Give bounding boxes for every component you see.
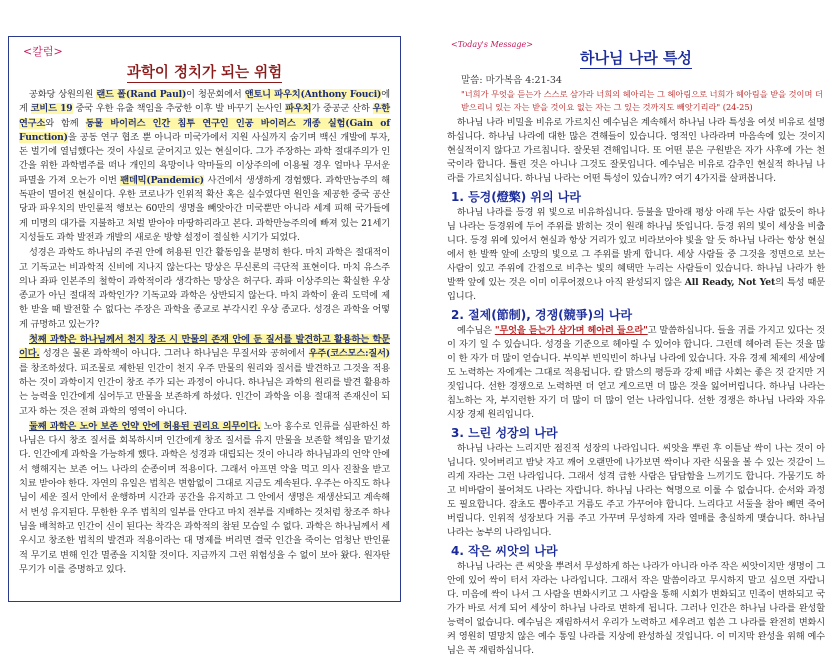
column-paragraph <box>19 333 390 419</box>
highlighted-text: 랜드 폴(Rand Paul) <box>96 89 187 100</box>
text-run: 을 공동 연구 협조 뿐 아니라 미국가에서 지원 사실까지 숨기며 백신 개발에 투자, 돈 벌기에 열넘했다는 것이 사실로 굳어지고 있는 현실이다. 그가 주장하는 과학 절대주의가 인간을 위한 과학범주를 떠나 개인의 욕망이나 악마들의 이상주의에 이용될 경우 얼마나 무서운 파멸을 가져 오는가 이번 <box>19 131 390 186</box>
text-run: 와 함께 <box>45 117 86 129</box>
highlighted-text: "무엇을 듣는가 삼가며 헤아려 들으라" <box>494 325 648 336</box>
column-title <box>19 61 390 82</box>
sermon-intro: 하나님 나라 비밀을 비유로 가르치신 예수님은 계속해서 하나님 나라 특성을 여섯 비유로 설명하십니다. 하나님 나라에 대한 많은 견해들이 있습니다. 영적인 나라라며 마음속에 있는 것이지 현실적이지 않다고 가르칩니다. 잘못된 견해입니다. 또 어떤 분은 구원받은 자가 사후에 가는 천국이라 합니다. 틀린 것은 아니나 그것도 잘못입니다. 예수님은 비유로 감추인 현실적 하나님 나라를 가르치십니다. 하나님 나라는 어떤 특성이 있습니까? 여기 4가지를 살펴봅니다. <box>447 117 825 184</box>
text-run: 에게 <box>19 89 390 115</box>
section-paragraph <box>447 324 825 422</box>
section-paragraph <box>447 442 825 540</box>
text-run: 를 창조하셨다. 피조물로 제한된 인간이 천지 우주 만물의 원리와 질서를 발견하고 그것을 적용하는 것이 과학이지 인간이 창조 주가 되는 과정이 아니다. 하나님은 과학의 원리를 발견 활용하는 능력을 인간에게 심어두고 만물을 보존하게 하셨다. 인간이 과학을 이용 절대적 존재신이 되고자 하는 것은 전혀 과학의 영역이 아니다. <box>19 362 390 417</box>
text-run: 예수님은 <box>457 325 495 336</box>
section-heading: 3. 느린 성장의 나라 <box>451 426 558 440</box>
highlighted-text: 코비드 19 <box>30 103 73 115</box>
sermon-article <box>447 36 826 656</box>
column-article <box>8 36 401 602</box>
text-run: 의 특성 때문입니다. <box>447 277 826 302</box>
highlighted-text: 둘째 과학은 노아 보존 언약 안에 허용된 권리요 의무이다. <box>29 420 261 432</box>
text-run: 중국 우한 유출 책임을 추궁한 이후 발 바꾸기 논사인 <box>72 103 286 115</box>
column-tag: <칼럼> <box>23 45 63 58</box>
text-run: 하나님 나라는 느리지만 점진적 성장의 나라입니다. 씨앗을 뿌린 후 이튿날 싹이 나는 것이 아닙니다. 잊어버리고 밤낮 자고 깨어 오랜만에 나가보면 싹이나 자란 식물을 볼 수 있는 것같이 느리게 자라는 그런 나라입니다. 그래서 성격 급한 사람은 답답함을 느끼기도 합니다. 가뭄기도 하고 비바람이 불어쳐도 나라는 자랍니다. 하나님 나라는 혁명으로 이룰 수 없습니다. 순서와 과정도 필요합니다. 잠초도 뽑아주고 거름도 주고 가꾸어야 합니다. 느리다고 서둘을 참아 빼면 죽어버립니다. 인위적 성장보다 거름 주고 가꾸며 무성하게 자라 열매를 충실하게 맺습니다. 하나님 나라는 농부의 나라입니다. <box>447 443 825 538</box>
highlighted-text: 우한 연구소 <box>19 103 390 129</box>
text-run: 가 중공군 산하 <box>311 103 373 115</box>
text-run: 고 말씀하십니다. 들을 귀를 가지고 있다는 것이 자기 일 수 있습니다. 성경을 기준으로 헤아릴 수 있어야 합니다. 그런데 헤아려 듣는 것을 많이 한 자가 더 많이 얻습니다. 부익부 빈익빈이 하나님 나라에 있습니다. 자유 경제 체제의 세상에도 노력하는 자에게는 그대로 적용됩니다. 칼 맑스의 평등과 강제 배급 사회는 좋은 것 같지만 거짓입니다. 선한 경쟁으로 노력하면 더 얻고 게으르면 더 많은 것을 잃어버립니다. 하나님 나라는 침노하는 자, 부지런한 자기 더 많이 더 많이 얻는 나라입니다. 선한 경쟁은 하나님 나라와 자유 시장 경제 원리입니다. <box>447 325 825 420</box>
text-run: 사건에서 생생하게 경험했다. 과학만능주의 해독판이 멸어진 현실이다. 우한 코로나가 인위적 확산 혹은 실수였다면 원인을 제공한 중국 공산당과 파우치의 반인륜적 행보는 60만의 생명을 빼앗아간 미국뿐만 아니라 세계 피해 국가들에게 미명의 대가를 지불하고 처벌 받아야 마땅하리라고 본다. 과학만능주의에 빠져 있는 21세기 지성들도 과학 발전과 개발의 새로운 방향 설정이 절실한 시기가 되었다. <box>19 174 390 243</box>
text-run: 성경은 과학도 하나님의 주권 안에 허용된 인간 활동임을 분명히 한다. 마치 과학은 절대적이고 기독교는 비과학적 신비에 지나지 않는다는 망상은 무신론의 극단적 표현이다. 마치 유스주의나 좌파 인본주의 철학이 과학적이라 생각하는 망상은 허구다. 좌파 이상주의는 확실한 우상종교가 아닌 절대적 과학인가? 기독교와 과학은 상반되지 않는다. 마치 과학이 윤리 도덕에 제한 받을 때 발전할 수 없다는 주장은 과학을 종교로 부각시킨 우상 종교다. 성경은 과학을 어떻게 규명하고 있는가? <box>19 247 390 330</box>
highlighted-text: 앤토니 파우치(Anthony Fouci) <box>244 89 382 100</box>
section-paragraph <box>447 560 825 658</box>
column-paragraph <box>19 246 390 332</box>
section-heading: 4. 작은 씨앗의 나라 <box>451 544 558 558</box>
text-run: 이 청문회에서 <box>186 89 245 100</box>
highlighted-text: 우주(코스모스:질서) <box>308 348 390 360</box>
highlighted-text: 팬데믹(Pandemic) <box>120 174 204 186</box>
column-body <box>19 88 390 577</box>
section-paragraph <box>447 206 825 304</box>
column-paragraph <box>19 88 390 245</box>
scripture-quote: "너희가 무엇을 듣는가 스스로 삼가라 너희의 헤아리는 그 헤아림으로 너희가 헤아림을 받을 것이며 더 받으리니 있는 자는 받을 것이요 없는 자는 그 있는 것까지도 빼앗기리라" (24-25) <box>461 89 823 112</box>
text-run: 하나님 나라는 큰 씨앗을 뿌려서 무성하게 하는 나라가 아니라 아주 작은 씨앗이지만 생명이 그 안에 있어 싹이 터서 자라는 나라입니다. 그래서 작은 말씀이라고 무시하지 말고 심으면 자랍니다. 미음에 싹이 나서 그 사람을 변화시키고 그 사람을 통해 시회가 변화되고 민족이 변하되고 국가가 바로 서게 되어 세상이 하나님 나라로 변하게 됩니다. 그러나 인간은 하나님 나라를 완성할 능력이 없습니다. 예수님은 재림하셔서 우리가 노력하고 세우려고 힘쓴 그 나라를 완전히 변화시켜 영원히 멸망치 않은 예수 통일 나라를 지상에 완성하실 것입니다. 이 미지막 완성을 위해 예수님은 꼭 재림하십니다. <box>447 561 825 656</box>
highlighted-text: 파우치 <box>285 103 312 115</box>
sermon-title <box>447 47 825 68</box>
section-heading: 2. 절제(節制), 경쟁(競爭)의 나라 <box>451 308 633 322</box>
text-run: 하나님 나라를 등경 위 빛으로 비유하십니다. 등불을 말아래 평상 아래 두는 사람 없듯이 하나님 나라는 등경위에 두어 주위를 밝히는 것이 원래 하나님 뜻입니다. 등경 위의 빛이 세상을 비춥니다. 등경 위에 있어서 현실과 항상 거리가 있고 비라보아야 빛을 알 듯 하나님 나라는 항상 현실에서 한 발짝 앞에 소망의 빛으로 그 주위를 밝게 합니다. 세상 사람들 중 그것을 정면으로 보는 사람이 있고 주위에 간접으로 비추는 빛의 혜택만 누리는 사람들이 있습니다. 하나님 나라가 한 발짝 앞에 있는 것은 이미 이루어졌으나 아직 완성되지 않은 <box>447 207 825 288</box>
highlighted-text: All Ready, Not Yet <box>684 277 776 288</box>
sermon-title-text: 하나님 나라 특성 <box>580 49 692 67</box>
highlighted-text: 첫째 과학은 하나님께서 천지 창조 시 만물의 존재 안에 둔 질서를 발견하고 활용하는 학문이다. <box>19 334 390 360</box>
column-paragraph <box>19 420 390 577</box>
text-run: 노아 홍수로 인류를 심판하신 하나님은 다시 창조 질서를 회복하시며 인간에게 창조 질서를 유지 만물을 보존할 책임을 맡기셨다. 인간에게 과학을 가능하게 했다. 과학은 성경과 대립되는 것이 아니라 하나님과의 언약 안에서 행해지는 보존 어느 나라의 순종이며 적용이다. 그래서 아프면 약을 먹고 의사 진찰을 받고 치료 받아야 한다. 자연의 유일은 법칙은 변함없이 그대로 지금도 계속된다. 우주는 아직도 하나님이 세운 질서 안에서 운행하며 시간과 공간을 유지하고 그 안에서 생명은 재생산되고 계속해서 번성 유지된다. 무한한 우주 법칙의 일부를 안다고 마치 전부를 지배하는 것처럼 창조주 하나님을 배척하고 인간이 신이 된다는 착각은 과학적의 참된 모습일 수 없다. 과학은 하나님께서 세우시고 창조한 법칙의 발견과 적용이라는 대 명제를 버리면 결국 인간을 죽이는 엄청난 반인륜적 무기로 변해 인간 멸종을 지치할 것이다. 지금까지 그런 위험성을 수 없이 보아 왔다. 원자탄 무기가 이를 증명하고 있다. <box>19 420 390 575</box>
section-heading: 1. 등경(燈檠) 위의 나라 <box>451 190 581 204</box>
highlighted-text: 동물 바이러스 인간 침투 연구인 인공 바이러스 개종 실험(Gain of Function) <box>19 117 391 143</box>
sermon-body <box>447 116 825 658</box>
scripture-reference: 말씀: 마가복음 4:21-34 <box>461 75 562 86</box>
sermon-tag: <Today's Message> <box>451 40 533 49</box>
column-title-text: 과학이 정치가 되는 위험 <box>126 65 283 81</box>
text-run: 성경은 물론 과학책이 아니다. 그러나 하나님은 무질서와 공허에서 <box>39 348 309 360</box>
text-run: 공화당 상원의원 <box>29 89 97 100</box>
